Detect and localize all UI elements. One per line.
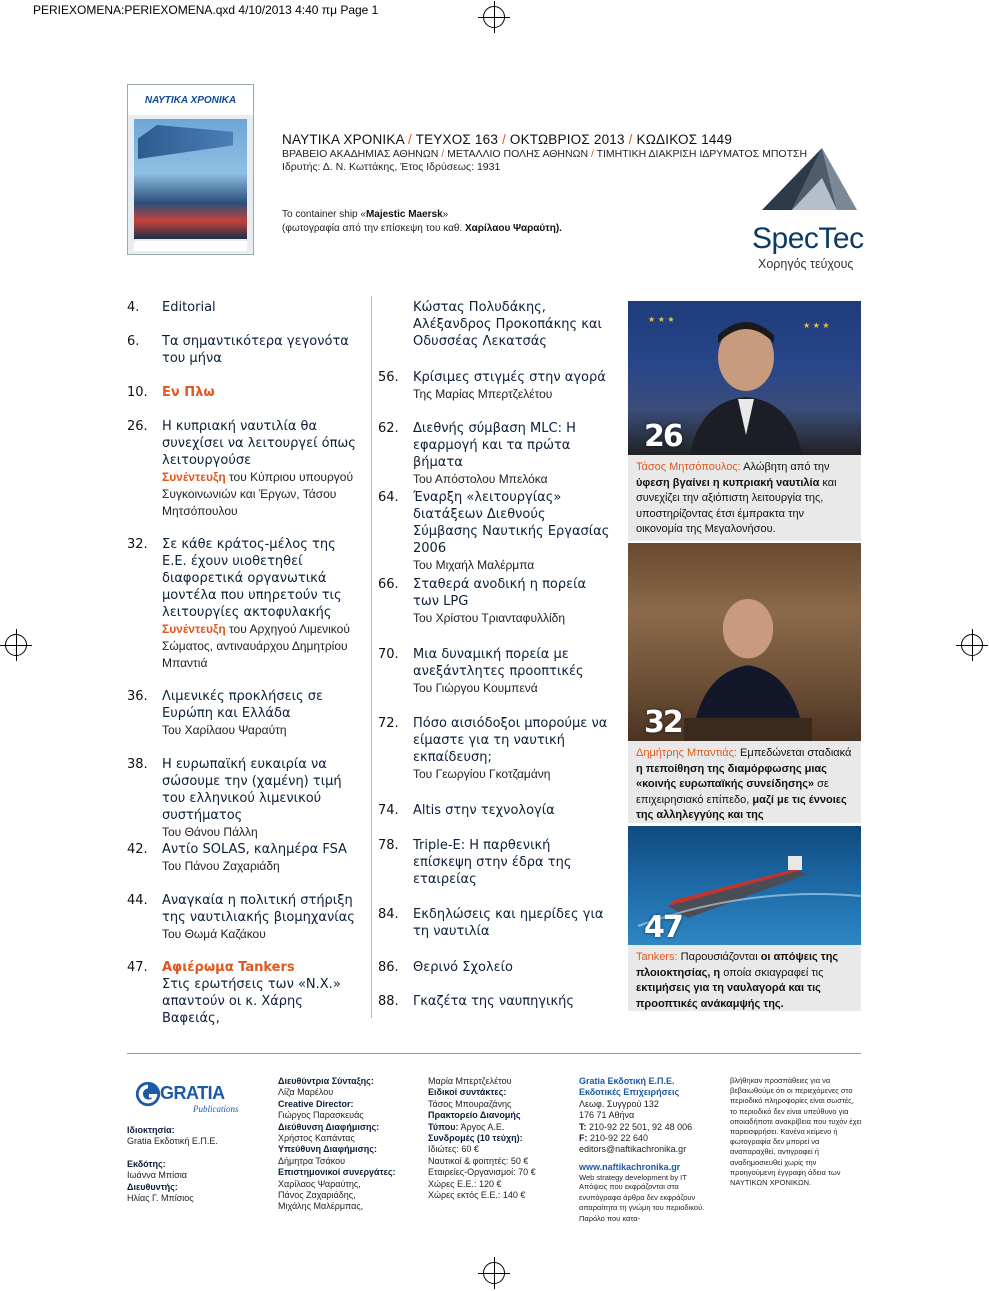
footer-disclaimer: βλήθηκαν προσπάθειες για να βεβαιωθούμε ότι οι περιεχόμενες στο περιοδικό πληροφορίες είναι σωστές, το περιοδικό δεν είναι υπεύθυνο για οποιαδήποτε ανακρίβεια που τυχόν έχει παρεισφρήσει. Κανένα κείμενο ή φωτογραφία δεν μπορεί να αναπαραχθεί, αντιγραφεί ή αναδημοσιευθεί χωρίς την προηγούμενη έγγραφη άδεια των ΝΑΥΤΙΚΩΝ ΧΡΟΝΙΚΩΝ. [730, 1076, 862, 1188]
feature-page-number: 32 [644, 705, 682, 740]
feature-page-number: 26 [644, 419, 682, 454]
feature-photo-tanker [628, 826, 861, 945]
footer-staff: Διευθύντρια Σύνταξης: Λίζα Μαρέλου Creative Director: Γιώργος Παρασκευάς Διεύθυνση Διαφήμισης: Χρήστος Καπάντας Υπεύθυνη Διαφήμισης: Δήμητρα Τσάκου Επιστημονικοί συνεργάτες: Χαρίλαος Ψαραύτης, Πάνος Ζαχαριάδης, Μιχάλης Μαλέρμπας, [278, 1076, 396, 1212]
issue-title: ΝΑΥΤΙΚΑ ΧΡΟΝΙΚΑ / ΤΕΥΧΟΣ 163 / ΟΚΤΩΒΡΙΟΣ 2013 / ΚΩΔΙΚΟΣ 1449 [282, 132, 733, 147]
feature-caption: Δημήτρης Μπαντιάς: Εμπεδώνεται σταδιακά η πεποίθηση της διαμόρφωσης μιας «κοινής ευρωπαϊκής συνείδησης» σε επιχειρησιακό επίπεδο, μαζί με τις έννοιες της αλληλεγγύης και της [628, 741, 861, 823]
person-silhouette-icon [690, 315, 802, 455]
registration-mark-icon [5, 634, 27, 656]
registration-mark-icon [483, 1262, 505, 1284]
feature-photo-admiral [628, 543, 861, 742]
sponsor-tagline: Χορηγός τεύχους [758, 257, 854, 271]
website-link[interactable]: www.naftikachronika.gr [579, 1161, 681, 1172]
registration-mark-icon [483, 6, 505, 28]
feature-page-number: 47 [644, 910, 682, 945]
publisher-logo-text: GRATIA [160, 1083, 225, 1103]
feature-caption: Tankers: Παρουσιάζονται οι απόψεις της πλοιοκτησίας, η οποία σκιαγραφεί τις εκτιμήσεις για τη ναυλαγορά και τις προοπτικές ανάκαμψής της. [628, 945, 861, 1011]
issue-awards: ΒΡΑΒΕΙΟ ΑΚΑΔΗΜΙΑΣ ΑΘΗΝΩΝ / ΜΕΤΑΛΛΙΟ ΠΟΛΗΣ ΑΘΗΝΩΝ / ΤΙΜΗΤΙΚΗ ΔΙΑΚΡΙΣΗ ΙΔΡΥΜΑΤΟΣ ΜΠΟΤΣΗ [282, 148, 808, 160]
footer-ownership: Ιδιοκτησία: Gratia Εκδοτική Ε.Π.Ε. Εκδότης: Ιωάννα Μπίσια Διευθυντής: Ηλίας Γ. Μπίσιος [127, 1125, 218, 1204]
footer-subscriptions: Μαρία Μπερτζελέτου Ειδικοί συντάκτες: Τάσος Μπουραζάνης Πρακτορείο Διανομής Τύπου: Άργος Α.Ε. Συνδρομές (10 τεύχη): Ιδιώτες: 60 € Ναυτικοί & φοιτητές: 50 € Εταιρείες-Οργανισμοί: 70 € Χώρες Ε.Ε.: 120 € Χώρες εκτός Ε.Ε.: 140 € [428, 1076, 536, 1201]
feature-caption: Τάσος Μητσόπουλος: Αλώβητη από την ύφεση βγαίνει η κυπριακή ναυτιλία και συνεχίζει την αξιόπιστη λειτουργία της, υποστηρίζοντας έτσι έμπρακτα την οικονομία της Μεγαλονήσου. [628, 455, 861, 541]
cover-footer-strip [134, 241, 247, 251]
issue-header [282, 132, 807, 173]
feature-photo-minister: ★ ★ ★ ★ ★ ★ 26 [628, 301, 861, 455]
person-silhouette-icon [678, 583, 818, 742]
issue-founder: Ιδρυτής: Δ. Ν. Κωττάκης, Έτος Ιδρύσεως: 1931 [282, 161, 501, 173]
print-slug: PERIEXOMENA:PERIEXOMENA.qxd 4/10/2013 4:40 πμ Page 1 [33, 3, 379, 17]
column-divider [371, 296, 372, 1018]
registration-mark-icon [961, 634, 983, 656]
publisher-logo-sub: Publications [193, 1104, 239, 1114]
gratia-logo-icon [134, 1080, 162, 1108]
cover-thumbnail [127, 84, 254, 255]
cover-masthead: ΝΑΥΤΙΚΑ ΧΡΟΝΙΚΑ [144, 94, 237, 106]
email-link[interactable]: editors@naftikachronika.gr [579, 1144, 687, 1155]
cover-caption: Το container ship «Majestic Maersk» (φωτογραφία από την επίσκεψη του καθ. Χαρίλαου Ψαραύτη). [282, 209, 562, 234]
footer-contact: Gratia Εκδοτική Ε.Π.Ε. Εκδοτικές Επιχειρήσεις Λεωφ. Συγγρού 132 176 71 Αθήνα T: 210-92 22 501, 92 48 006 F: 210-92 22 640 editors@naftikachronika.gr www.naftikachronika.gr Web strategy development by IT Απόψεις που εκφράζονται στα ενυπόγραφα άρθρα δεν εκφράζουν απαραίτητα τη γνώμη του περιοδικού. Παρόλο που κατα- [579, 1076, 714, 1224]
footer-divider [127, 1053, 861, 1054]
sponsor-name: SpecTec [752, 222, 864, 255]
